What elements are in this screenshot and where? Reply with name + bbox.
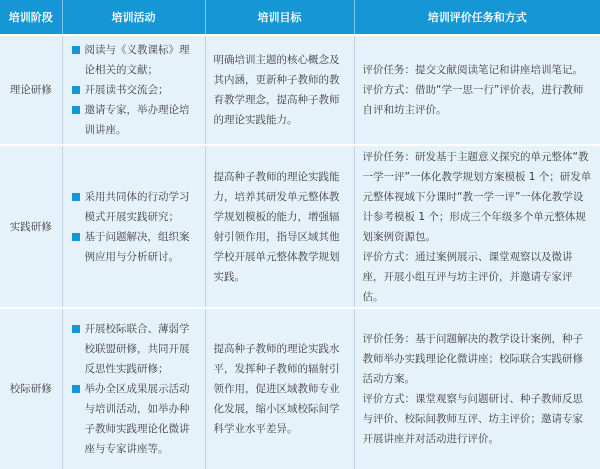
- activity-item: 开展读书交流会；: [71, 80, 197, 100]
- evaluation-method: 评价方式：课堂观察与问题研讨、种子教师反思与评价、校际间教师互评、坊主评价；邀请专家开展讲座并对活动进行评价。: [362, 393, 583, 445]
- header-activities: 培训活动: [62, 0, 205, 35]
- evaluation-method: 评价方式：通过案例展示、课堂观察以及微讲座，开展小组互评与坊主评价，并邀请专家评估。: [362, 250, 573, 303]
- activities-cell: [62, 145, 205, 308]
- evaluation-task: 评价任务：研发基于主题意义探究的单元整体“教一学一评”一体化教学规划方案模板 1 个；研发单元整体视域下分课时“教一学一评”一体化教学设计参考模板 1 个；形成三个年级多个单元整体规划案例资源包。: [362, 150, 592, 243]
- evaluation-cell: [354, 35, 600, 145]
- activities-list: [71, 187, 197, 267]
- evaluation-method: 评价方式：借助“学一思一行”评价表，进行教师自评和坊主评价。: [362, 84, 584, 116]
- activity-item: 采用共同体的行动学习模式开展实践研究；: [71, 187, 197, 227]
- table-row: [0, 35, 600, 145]
- header-row: [0, 0, 600, 35]
- stage-cell: 实践研修: [0, 145, 62, 308]
- evaluation-task: 评价任务：基于问题解决的教学设计案例，种子教师举办实践理论化微讲座；校际联合实践研修活动方案。: [362, 333, 583, 385]
- table-header: [0, 0, 600, 35]
- stage-cell: 校际研修: [0, 308, 62, 469]
- goal-cell: 提高种子教师的理论实践水平，发挥种子教师的辐射引领作用，促进区域教师专业化发展，缩小区域校际间学科学业水平差异。: [205, 308, 354, 469]
- activity-item: 开展校际联合、薄弱学校联盟研修，共同开展反思性实践研修；: [71, 319, 197, 379]
- goal-cell: 提高种子教师的理论实践能力，培养其研发单元整体教学规划模板的能力，增强辐射引领作用，指导区域其他学校开展单元整体教学规划实践。: [205, 145, 354, 308]
- table-row: [0, 145, 600, 308]
- activity-item: 邀请专家，举办理论培训讲座。: [71, 100, 197, 140]
- table-row: [0, 308, 600, 469]
- activity-item: 阅读与《义教课标》理论相关的文献；: [71, 40, 197, 80]
- header-evaluation: 培训评价任务和方式: [354, 0, 600, 35]
- activities-cell: [62, 35, 205, 145]
- activity-item: 基于问题解决，组织案例应用与分析研讨。: [71, 227, 197, 267]
- header-goal: 培训目标: [205, 0, 354, 35]
- stage-cell: 理论研修: [0, 35, 62, 145]
- evaluation-cell: [354, 308, 600, 469]
- activities-list: [71, 40, 197, 140]
- header-stage: 培训阶段: [0, 0, 62, 35]
- activity-item: 举办全区成果展示活动与培训活动，如举办种子教师实践理论化微讲座与专家讲座等。: [71, 379, 197, 459]
- evaluation-cell: [354, 145, 600, 308]
- table-body: [0, 35, 600, 469]
- goal-cell: 明确培训主题的核心概念及其内涵，更新种子教师的教育教学理念，提高种子教师的理论实践能力。: [205, 35, 354, 145]
- activities-cell: [62, 308, 205, 469]
- evaluation-task: 评价任务：提交文献阅读笔记和讲座培训笔记。: [362, 64, 583, 76]
- activities-list: [71, 319, 197, 459]
